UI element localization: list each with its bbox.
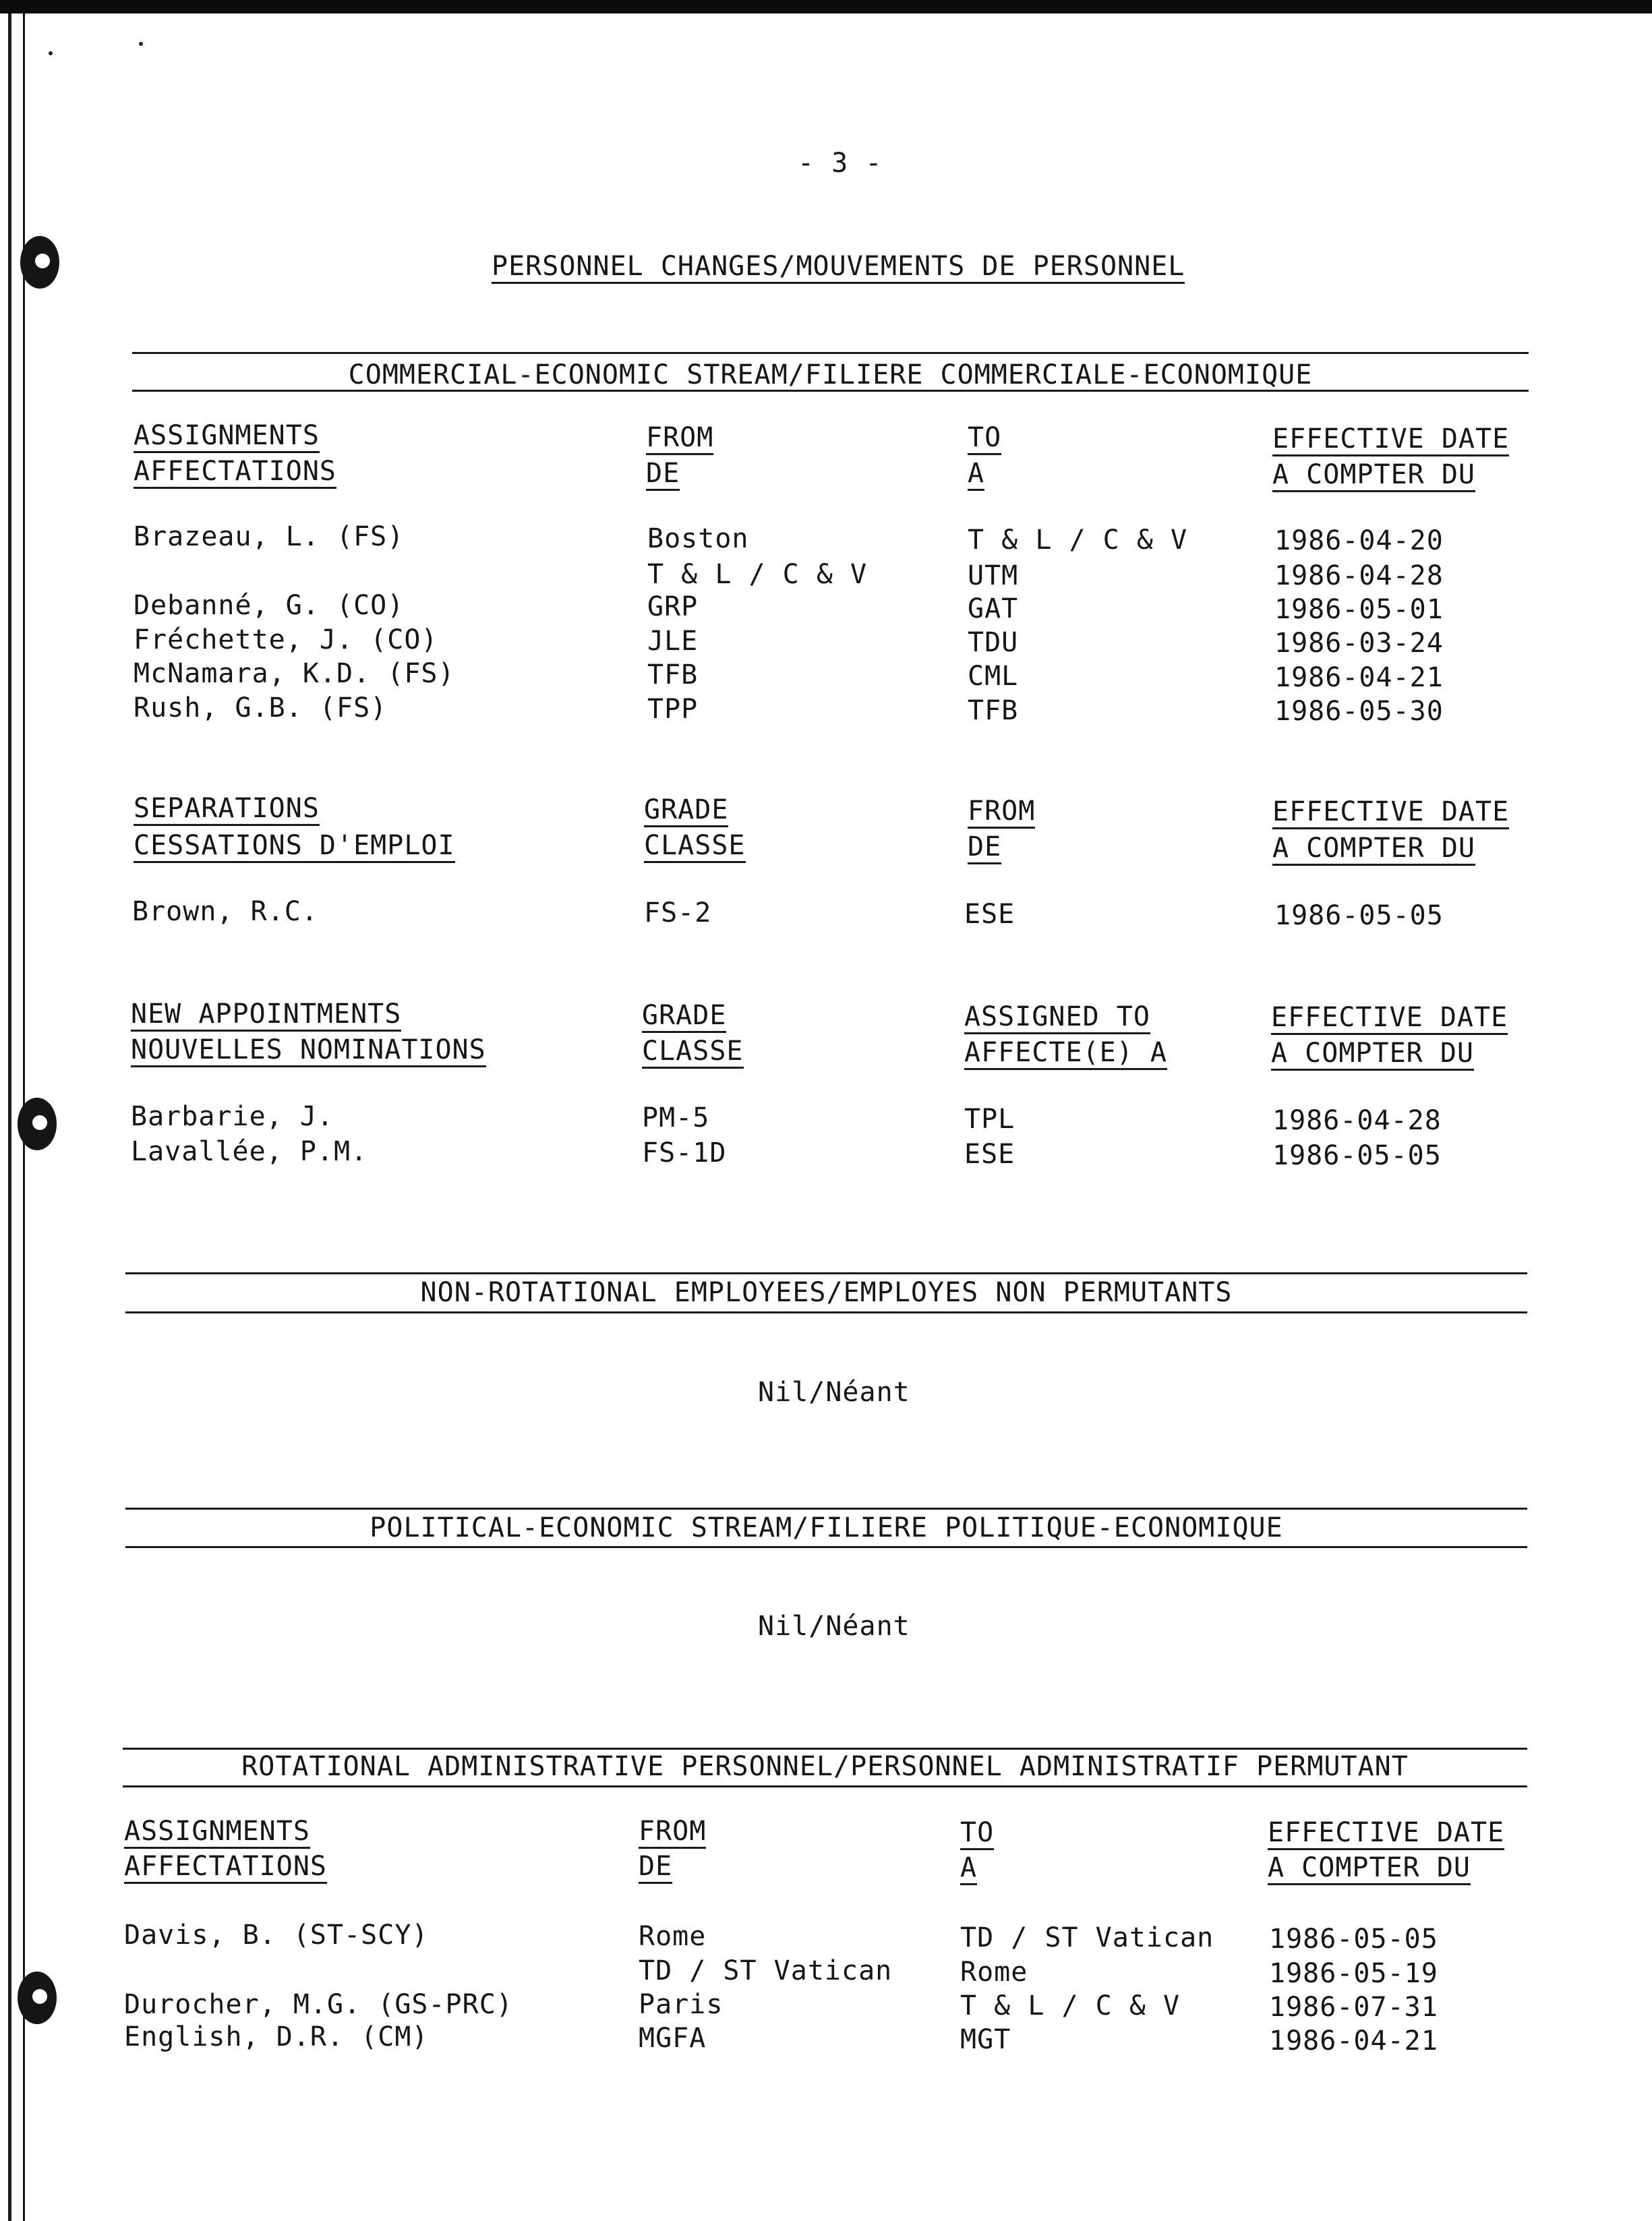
col-header: SEPARATIONS (134, 795, 320, 826)
col-header: AFFECTATIONS (124, 1853, 327, 1884)
table-cell: GRP (647, 591, 699, 622)
table-cell: 1986-05-30 (1274, 696, 1444, 727)
table-cell: FS-1D (642, 1137, 727, 1168)
table-cell: 1986-05-05 (1269, 1924, 1438, 1955)
page-title: PERSONNEL CHANGES/MOUVEMENTS DE PERSONNEL (492, 253, 1185, 284)
table-cell: 1986-07-31 (1269, 1992, 1438, 2023)
table-cell: Barbarie, J. (131, 1101, 334, 1132)
col-header: A COMPTER DU (1271, 1040, 1474, 1071)
section-rule (123, 1748, 1527, 1750)
table-cell: Boston (647, 523, 749, 554)
table-cell: 1986-04-28 (1272, 1105, 1442, 1136)
table-cell: 1986-04-28 (1274, 560, 1444, 591)
col-header: FROM (646, 424, 713, 455)
table-cell: ESE (964, 1139, 1015, 1170)
col-header: A COMPTER DU (1268, 1854, 1471, 1885)
table-cell: 1986-05-05 (1272, 1140, 1442, 1171)
section-rule (132, 352, 1529, 354)
section-rule (125, 1546, 1527, 1548)
table-cell: Rome (639, 1921, 707, 1952)
table-cell: Fréchette, J. (CO) (134, 624, 438, 655)
table-cell: GAT (968, 593, 1019, 624)
col-header: GRADE (644, 796, 728, 827)
table-cell: Brazeau, L. (FS) (134, 521, 405, 552)
table-cell: TD / ST Vatican (960, 1922, 1214, 1953)
section-title-commercial: COMMERCIAL-ECONOMIC STREAM/FILIERE COMMERCIALE-ECONOMIQUE (348, 359, 1313, 390)
table-cell: Lavallée, P.M. (131, 1136, 368, 1167)
col-header: EFFECTIVE DATE (1271, 1004, 1508, 1035)
col-header: A (960, 1854, 977, 1885)
col-header: ASSIGNED TO (964, 1003, 1150, 1034)
section-rule (125, 1508, 1527, 1510)
col-header: TO (968, 424, 1001, 455)
table-cell: T & L / C & V (647, 559, 868, 590)
table-cell: Paris (639, 1989, 724, 2020)
col-header: FROM (639, 1818, 706, 1849)
col-header: AFFECTATIONS (134, 458, 336, 489)
col-header: EFFECTIVE DATE (1272, 798, 1509, 829)
table-cell: T & L / C & V (960, 1990, 1181, 2021)
nil-note: Nil/Néant (758, 1611, 910, 1642)
col-header: A (968, 460, 984, 491)
col-header: CLASSE (644, 832, 746, 863)
col-header: DE (968, 833, 1001, 864)
scan-speck (49, 51, 53, 55)
col-header: NOUVELLES NOMINATIONS (131, 1036, 486, 1067)
col-header: AFFECTE(E) A (964, 1039, 1167, 1070)
col-header: A COMPTER DU (1272, 835, 1475, 866)
nil-note: Nil/Néant (758, 1377, 910, 1408)
table-cell: T & L / C & V (968, 525, 1188, 556)
table-cell: Durocher, M.G. (GS-PRC) (124, 1989, 513, 2020)
col-header: FROM (968, 798, 1035, 829)
table-cell: 1986-04-20 (1274, 525, 1444, 556)
table-cell: JLE (647, 626, 699, 657)
table-cell: TFB (647, 659, 699, 690)
table-cell: ESE (964, 899, 1015, 930)
table-cell: MGT (960, 2024, 1011, 2055)
scan-top-edge (0, 0, 1652, 13)
col-header: EFFECTIVE DATE (1272, 425, 1509, 456)
table-cell: 1986-05-19 (1269, 1958, 1438, 1989)
section-rule (132, 390, 1529, 392)
section-title-political: POLITICAL-ECONOMIC STREAM/FILIERE POLITIQUE-ECONOMIQUE (370, 1512, 1283, 1543)
col-header: GRADE (642, 1002, 726, 1033)
col-header: EFFECTIVE DATE (1268, 1819, 1504, 1850)
table-cell: TDU (968, 627, 1019, 658)
section-title-non-rotational: NON-ROTATIONAL EMPLOYEES/EMPLOYES NON PERMUTANTS (420, 1277, 1233, 1308)
scan-speck (139, 42, 143, 46)
binding-line (8, 13, 11, 2221)
table-cell: Rush, G.B. (FS) (134, 692, 388, 723)
col-header: A COMPTER DU (1272, 461, 1475, 492)
col-header: TO (960, 1819, 994, 1850)
page-number: - 3 - (798, 148, 883, 179)
table-cell: 1986-04-21 (1274, 662, 1444, 693)
table-cell: 1986-03-24 (1274, 628, 1444, 659)
table-cell: 1986-05-01 (1274, 594, 1444, 625)
table-cell: 1986-05-05 (1274, 900, 1444, 931)
table-cell: MGFA (639, 2023, 707, 2054)
table-cell: 1986-04-21 (1269, 2025, 1438, 2056)
table-cell: English, D.R. (CM) (124, 2021, 429, 2052)
col-header: ASSIGNMENTS (124, 1818, 310, 1849)
table-cell: Brown, R.C. (132, 896, 318, 927)
section-rule (125, 1311, 1527, 1313)
table-cell: Rome (960, 1957, 1028, 1988)
col-header: DE (639, 1853, 672, 1884)
table-cell: FS-2 (644, 897, 712, 928)
col-header: NEW APPOINTMENTS (131, 1001, 401, 1032)
table-cell: TD / ST Vatican (639, 1955, 893, 1986)
col-header: ASSIGNMENTS (134, 422, 320, 453)
punch-hole-icon (20, 236, 59, 289)
col-header: DE (646, 460, 680, 491)
table-cell: TPP (647, 694, 699, 725)
table-cell: TPL (964, 1104, 1015, 1135)
table-cell: CML (968, 661, 1019, 692)
section-rule (123, 1785, 1527, 1787)
table-cell: Davis, B. (ST-SCY) (124, 1920, 429, 1951)
col-header: CLASSE (642, 1038, 744, 1069)
table-cell: PM-5 (642, 1102, 710, 1133)
table-cell: TFB (968, 695, 1019, 726)
table-cell: Debanné, G. (CO) (134, 590, 405, 621)
table-cell: McNamara, K.D. (FS) (134, 658, 455, 689)
punch-hole-icon (18, 1972, 57, 2024)
col-header: CESSATIONS D'EMPLOI (134, 832, 455, 863)
section-title-rotational-admin: ROTATIONAL ADMINISTRATIVE PERSONNEL/PERSONNEL ADMINISTRATIF PERMUTANT (241, 1751, 1409, 1782)
table-cell: UTM (968, 560, 1019, 591)
section-rule (125, 1272, 1527, 1274)
punch-hole-icon (18, 1098, 57, 1150)
